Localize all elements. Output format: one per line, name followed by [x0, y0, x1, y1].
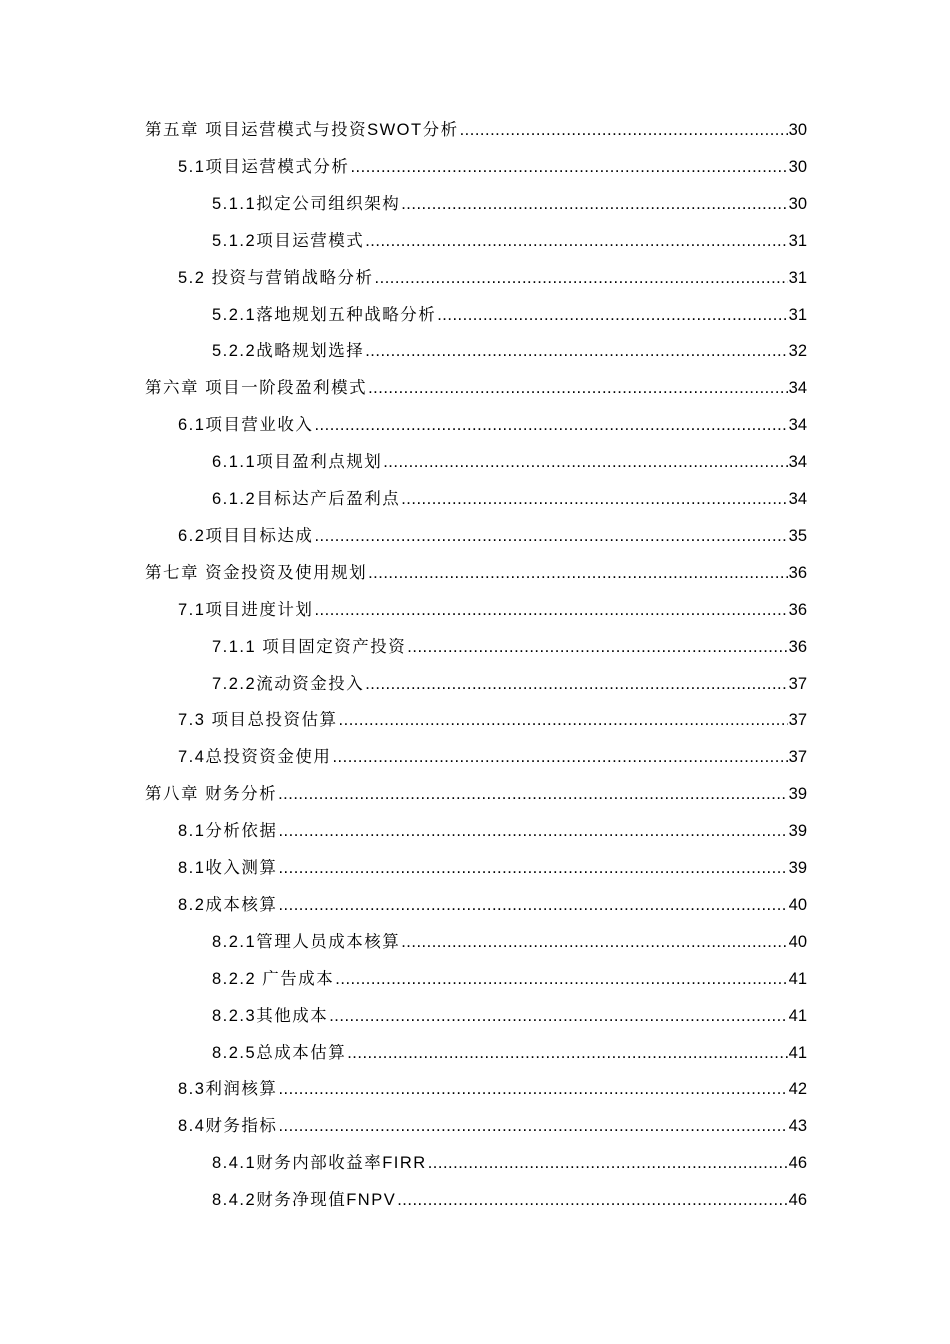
toc-entry[interactable]	[178, 852, 807, 878]
toc-entry-title: 6.1.2目标达产后盈利点	[212, 490, 401, 508]
toc-entry-title: 第六章 项目一阶段盈利模式	[145, 379, 368, 398]
toc-entry[interactable]	[212, 631, 807, 657]
toc-entry-title: 8.2.1管理人员成本核算	[212, 932, 401, 951]
toc-dot-leader	[278, 784, 788, 804]
toc-dot-leader	[278, 821, 787, 841]
toc-dot-leader	[350, 157, 787, 177]
toc-dot-leader	[339, 710, 788, 730]
toc-entry-page-number: 43	[788, 1117, 807, 1136]
toc-entry[interactable]	[178, 1073, 807, 1099]
toc-entry-title: 8.4.2财务净现值FNPV	[212, 1191, 397, 1210]
toc-entry-page-number: 30	[788, 194, 807, 213]
toc-dot-leader	[460, 120, 788, 140]
toc-dot-leader	[375, 268, 788, 288]
toc-entry-page-number: 34	[788, 490, 807, 508]
toc-entry[interactable]	[212, 446, 807, 472]
toc-entry[interactable]	[178, 889, 807, 915]
toc-entry-title: 5.1.1拟定公司组织架构	[212, 194, 401, 213]
toc-entry-title: 第八章 财务分析	[145, 785, 278, 804]
toc-entry-title: 8.2.2 广告成本	[212, 969, 335, 988]
toc-entry-page-number: 41	[788, 969, 807, 988]
toc-entry[interactable]	[212, 335, 807, 361]
toc-entry[interactable]	[212, 1000, 807, 1026]
toc-dot-leader	[329, 1006, 787, 1026]
toc-dot-leader	[278, 1116, 787, 1136]
toc-entry[interactable]	[212, 926, 807, 952]
toc-dot-leader	[314, 415, 787, 435]
toc-dot-leader	[278, 858, 787, 878]
toc-entry-title: 5.1项目运营模式分析	[178, 157, 350, 176]
toc-entry-page-number: 31	[788, 305, 807, 324]
toc-entry-page-number: 30	[788, 157, 807, 176]
toc-entry-title: 6.1项目营业收入	[178, 416, 314, 435]
toc-entry[interactable]	[178, 1110, 807, 1136]
toc-entry[interactable]	[212, 188, 807, 214]
toc-entry[interactable]	[178, 262, 807, 288]
toc-entry-title: 6.1.1项目盈利点规划	[212, 453, 383, 472]
toc-entry-page-number: 37	[788, 748, 807, 767]
toc-dot-leader	[365, 674, 787, 694]
toc-entry[interactable]	[212, 1147, 807, 1173]
toc-entry-page-number: 31	[788, 268, 807, 287]
toc-dot-leader	[365, 341, 787, 361]
toc-dot-leader	[368, 563, 788, 583]
toc-entry-page-number: 37	[788, 674, 807, 693]
toc-dot-leader	[365, 231, 787, 251]
toc-dot-leader	[397, 1190, 787, 1210]
toc-entry-title: 第七章 资金投资及使用规划	[145, 563, 368, 582]
toc-entry[interactable]	[212, 963, 807, 989]
toc-entry-page-number: 37	[788, 711, 807, 730]
toc-entry-page-number: 46	[788, 1191, 807, 1210]
toc-dot-leader	[428, 1153, 788, 1173]
toc-dot-leader	[383, 452, 787, 472]
toc-entry-page-number: 34	[788, 379, 807, 398]
toc-entry-title: 8.4.1财务内部收益率FIRR	[212, 1154, 427, 1173]
toc-dot-leader	[332, 747, 787, 767]
toc-entry-page-number: 40	[788, 895, 807, 914]
toc-entry-title: 8.2成本核算	[178, 895, 278, 914]
toc-entry[interactable]	[212, 483, 807, 509]
toc-dot-leader	[407, 637, 787, 657]
toc-entry-title: 8.2.5总成本估算	[212, 1043, 347, 1062]
toc-dot-leader	[278, 1079, 787, 1099]
toc-entry[interactable]	[145, 114, 807, 140]
toc-entry-title: 5.2.1落地规划五种战略分析	[212, 305, 437, 324]
toc-entry[interactable]	[212, 1184, 807, 1210]
toc-entry[interactable]	[178, 409, 807, 435]
toc-entry[interactable]	[178, 815, 807, 841]
toc-entry-title: 5.2.2战略规划选择	[212, 342, 365, 361]
toc-entry[interactable]	[178, 594, 807, 620]
toc-entry-page-number: 34	[788, 453, 807, 472]
toc-entry-page-number: 36	[788, 563, 807, 582]
toc-entry-title: 5.2 投资与营销战略分析	[178, 268, 374, 287]
toc-entry-title: 7.3 项目总投资估算	[178, 711, 338, 730]
toc-entry-title: 5.1.2项目运营模式	[212, 231, 365, 250]
toc-entry-title: 8.4财务指标	[178, 1117, 278, 1136]
toc-entry[interactable]	[178, 151, 807, 177]
toc-dot-leader	[401, 932, 787, 952]
toc-entry-title: 7.4总投资资金使用	[178, 748, 332, 767]
toc-entry[interactable]	[212, 225, 807, 251]
toc-dot-leader	[278, 895, 787, 915]
toc-entry[interactable]	[145, 557, 807, 583]
toc-dot-leader	[314, 600, 787, 620]
toc-dot-leader	[347, 1043, 787, 1063]
toc-entry-page-number: 30	[788, 121, 807, 139]
toc-entry-page-number: 40	[788, 932, 807, 951]
toc-dot-leader	[314, 526, 787, 546]
toc-entry-title: 6.2项目目标达成	[178, 526, 314, 545]
toc-entry-page-number: 36	[788, 637, 807, 656]
toc-dot-leader	[437, 305, 787, 325]
toc-entry-page-number: 39	[788, 822, 807, 841]
toc-entry[interactable]	[145, 372, 807, 398]
toc-entry[interactable]	[178, 741, 807, 767]
toc-entry[interactable]	[178, 704, 807, 730]
toc-entry-page-number: 46	[788, 1154, 807, 1173]
toc-dot-leader	[401, 194, 787, 214]
toc-entry[interactable]	[212, 299, 807, 325]
toc-entry-page-number: 41	[788, 1043, 807, 1062]
toc-entry-page-number: 35	[788, 526, 807, 545]
toc-entry-title: 8.2.3其他成本	[212, 1006, 329, 1025]
toc-entry-page-number: 36	[788, 600, 807, 619]
toc-entry-title: 7.1.1 项目固定资产投资	[212, 637, 407, 656]
toc-entry-title: 第五章 项目运营模式与投资SWOT分析	[145, 121, 459, 139]
toc-dot-leader	[335, 969, 787, 989]
toc-entry[interactable]	[178, 520, 807, 546]
toc-entry[interactable]	[212, 1037, 807, 1063]
toc-entry-page-number: 41	[788, 1006, 807, 1025]
toc-entry-title: 7.1项目进度计划	[178, 600, 314, 619]
toc-entry-title: 7.2.2流动资金投入	[212, 674, 365, 693]
toc-entry-title: 8.1分析依据	[178, 822, 278, 841]
toc-entry-title: 8.3利润核算	[178, 1080, 278, 1099]
toc-entry-title: 8.1收入测算	[178, 859, 278, 877]
toc-entry-page-number: 39	[788, 859, 807, 877]
toc-dot-leader	[368, 378, 788, 398]
toc-entry-page-number: 34	[788, 416, 807, 435]
toc-entry-page-number: 31	[788, 231, 807, 250]
toc-dot-leader	[401, 489, 787, 509]
toc-entry-page-number: 39	[788, 785, 807, 804]
toc-entry[interactable]	[145, 778, 807, 804]
toc-entry-page-number: 42	[788, 1080, 807, 1099]
toc-entry[interactable]	[212, 668, 807, 694]
toc-entry-page-number: 32	[788, 342, 807, 361]
